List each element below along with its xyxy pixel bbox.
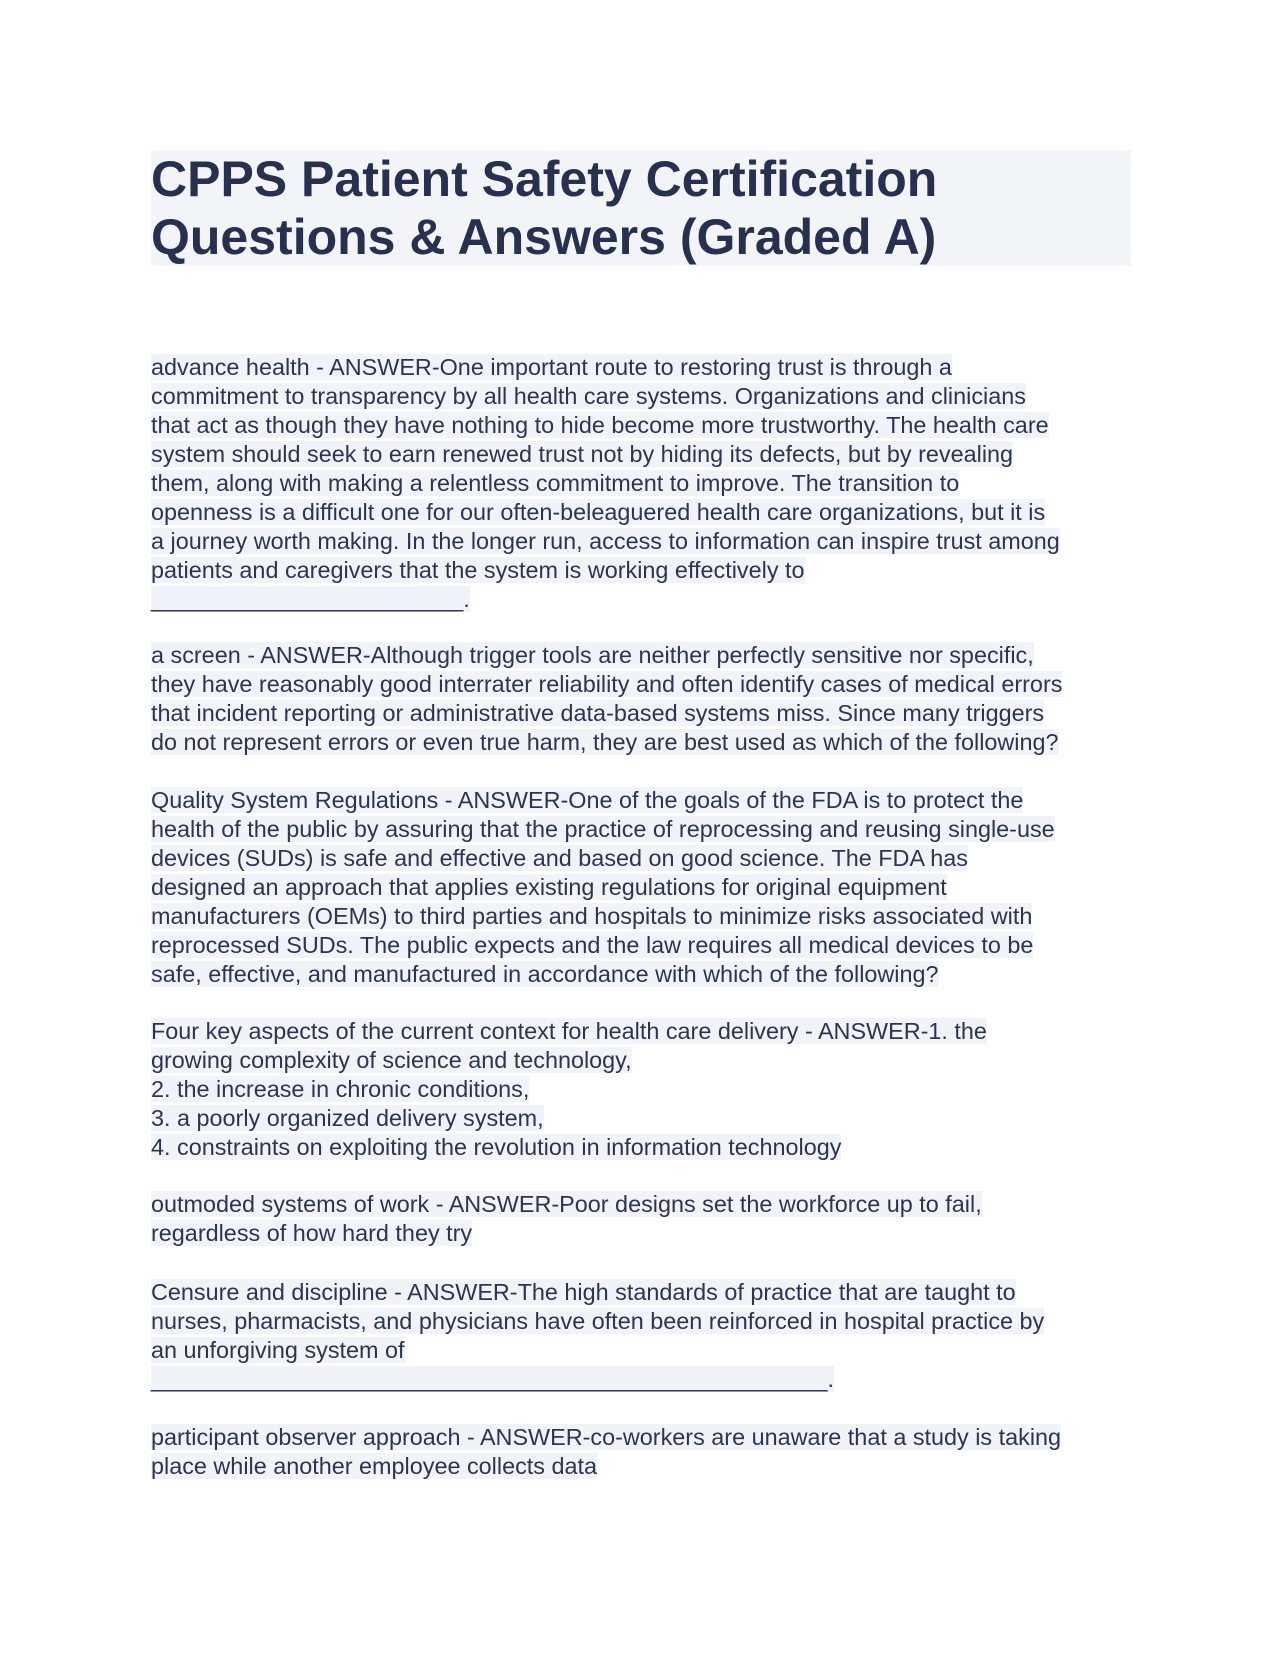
entry-line: ________________________. bbox=[151, 586, 470, 612]
entry-line: devices (SUDs) is safe and effective and based on good science. The FDA has bbox=[151, 845, 968, 871]
qa-entry-participant-observer bbox=[151, 1423, 1131, 1481]
entry-line: a screen - ANSWER-Although trigger tools are neither perfectly sensitive nor specific, bbox=[151, 642, 1034, 668]
entry-line: nurses, pharmacists, and physicians have often been reinforced in hospital practice by bbox=[151, 1308, 1045, 1334]
entry-line: that act as though they have nothing to hide become more trustworthy. The health care bbox=[151, 412, 1049, 438]
entry-line: manufacturers (OEMs) to third parties and hospitals to minimize risks associated with bbox=[151, 903, 1033, 929]
entry-line: commitment to transparency by all health care systems. Organizations and clinicians bbox=[151, 383, 1026, 409]
entry-line: regardless of how hard they try bbox=[151, 1220, 473, 1246]
entry-line: do not represent errors or even true harm, they are best used as which of the following? bbox=[151, 729, 1059, 755]
entry-line: 2. the increase in chronic conditions, bbox=[151, 1076, 530, 1102]
entry-line: reprocessed SUDs. The public expects and the law requires all medical devices to be bbox=[151, 932, 1034, 958]
entry-line: Censure and discipline - ANSWER-The high standards of practice that are taught to bbox=[151, 1279, 1016, 1305]
entry-line: growing complexity of science and technology, bbox=[151, 1047, 632, 1073]
entry-line: place while another employee collects data bbox=[151, 1453, 597, 1479]
entry-line: Four key aspects of the current context for health care delivery - ANSWER-1. the bbox=[151, 1018, 987, 1044]
qa-entry-outmoded-systems bbox=[151, 1190, 1131, 1248]
entry-line: Quality System Regulations - ANSWER-One of the goals of the FDA is to protect the bbox=[151, 787, 1024, 813]
entry-line: a journey worth making. In the longer run, access to information can inspire trust among bbox=[151, 528, 1060, 554]
entry-line: they have reasonably good interrater reliability and often identify cases of medical errors bbox=[151, 671, 1063, 697]
entry-line: an unforgiving system of bbox=[151, 1337, 405, 1363]
entry-line: them, along with making a relentless commitment to improve. The transition to bbox=[151, 470, 960, 496]
qa-entry-four-key-aspects bbox=[151, 1017, 1131, 1162]
qa-entry-quality-system-regulations bbox=[151, 786, 1131, 989]
entry-line: outmoded systems of work - ANSWER-Poor designs set the workforce up to fail, bbox=[151, 1191, 982, 1217]
entry-line: 3. a poorly organized delivery system, bbox=[151, 1105, 544, 1131]
entry-line: openness is a difficult one for our often-beleaguered health care organizations, but it is bbox=[151, 499, 1046, 525]
entry-line: system should seek to earn renewed trust not by hiding its defects, but by revealing bbox=[151, 441, 1014, 467]
entry-line: patients and caregivers that the system is working effectively to bbox=[151, 557, 805, 583]
entry-line: advance health - ANSWER-One important route to restoring trust is through a bbox=[151, 354, 952, 380]
qa-entry-a-screen bbox=[151, 641, 1131, 757]
entry-line: ____________________________________________________. bbox=[151, 1366, 834, 1392]
entry-line: 4. constraints on exploiting the revolution in information technology bbox=[151, 1134, 842, 1160]
entry-line: health of the public by assuring that the practice of reprocessing and reusing single-use bbox=[151, 816, 1055, 842]
qa-entry-advance-health bbox=[151, 353, 1131, 614]
entry-line: designed an approach that applies existing regulations for original equipment bbox=[151, 874, 947, 900]
qa-entry-censure-and-discipline bbox=[151, 1278, 1131, 1394]
entry-line: safe, effective, and manufactured in accordance with which of the following? bbox=[151, 961, 939, 987]
entry-line: that incident reporting or administrative data-based systems miss. Since many triggers bbox=[151, 700, 1045, 726]
title-line: CPPS Patient Safety Certification bbox=[151, 150, 1131, 208]
entry-line: participant observer approach - ANSWER-co-workers are unaware that a study is taking bbox=[151, 1424, 1062, 1450]
document-title bbox=[151, 150, 1131, 266]
title-line: Questions & Answers (Graded A) bbox=[151, 208, 1131, 266]
